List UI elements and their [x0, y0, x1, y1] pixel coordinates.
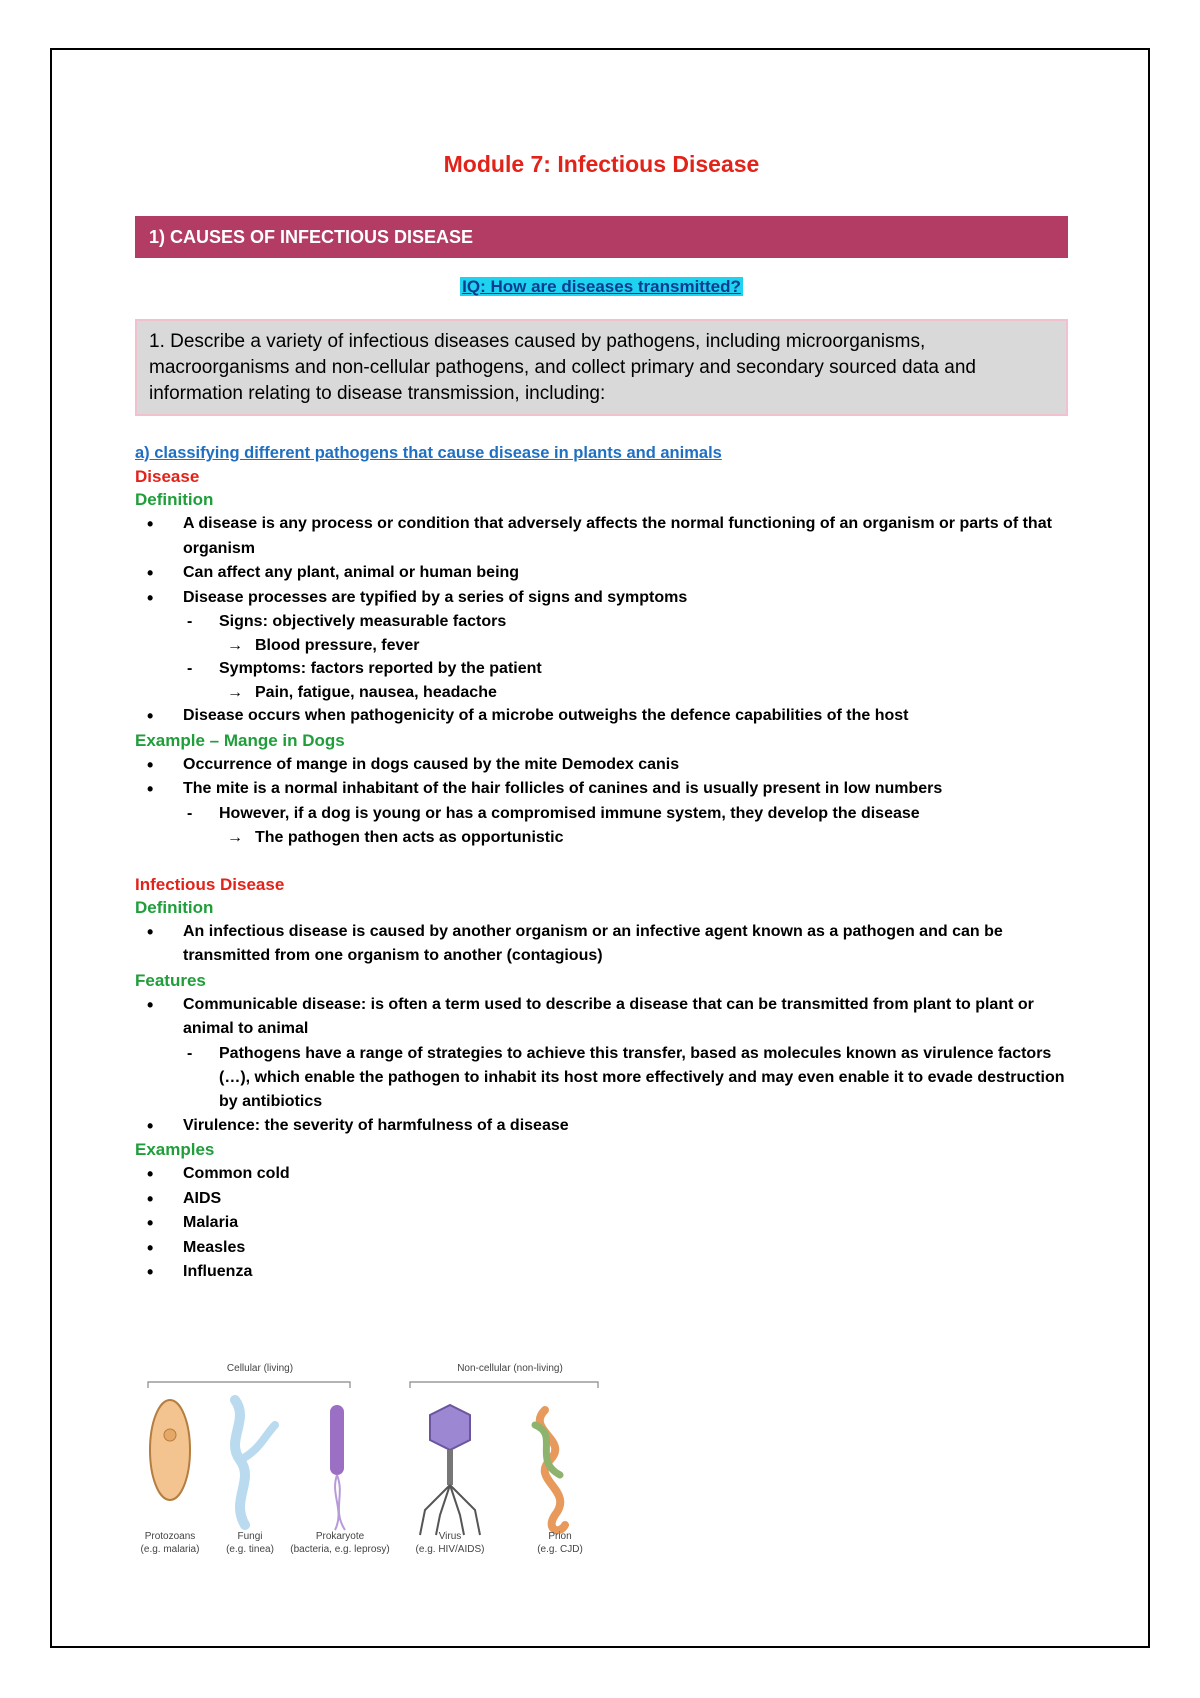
- list-item: • The mite is a normal inhabitant of the hair follicles of canines and is usually present in low numbers: [135, 777, 1068, 802]
- figure-label-prokaryote: [285, 1530, 395, 1556]
- page-title: Module 7: Infectious Disease: [443, 151, 760, 177]
- figure-item-name: Protozoans: [144, 1531, 196, 1542]
- example-arrow: → The pathogen then acts as opportunistic: [135, 826, 1068, 849]
- figure-label-protozoans: [140, 1530, 200, 1556]
- figure-item-example: (e.g. malaria): [140, 1544, 200, 1555]
- notes-body: [135, 442, 1068, 1285]
- infectious-definition-heading: Definition: [135, 897, 214, 917]
- list-item: • Can affect any plant, animal or human being: [135, 561, 1068, 586]
- disease-bullets: [135, 512, 1068, 610]
- signs-symptoms-list: [135, 610, 1068, 634]
- list-item: • Influenza: [135, 1260, 1068, 1285]
- figure-item-example: (e.g. tinea): [226, 1544, 274, 1555]
- symptoms-example: → Pain, fatigue, nausea, headache: [135, 681, 1068, 704]
- list-item: • Disease occurs when pathogenicity of a microbe outweighs the defence capabilities of the host: [135, 704, 1068, 729]
- examples-list: [135, 1162, 1068, 1285]
- figure-item-name: Prokaryote: [315, 1531, 365, 1542]
- list-item: • An infectious disease is caused by another organism or an infective agent known as a pathogen and can be transmitted from one organism to another (contagious): [135, 920, 1068, 969]
- features-list-2: [135, 1114, 1068, 1139]
- figure-group-cellular: Cellular (living): [226, 1363, 294, 1374]
- disease-last-bullet: [135, 704, 1068, 729]
- features-list: [135, 993, 1068, 1042]
- figure-label-fungi: [220, 1530, 280, 1556]
- figure-group-noncellular: Non-cellular (non-living): [457, 1363, 563, 1374]
- examples-heading: Examples: [135, 1140, 215, 1159]
- features-heading: Features: [135, 970, 206, 990]
- section-header: 1) CAUSES OF INFECTIOUS DISEASE: [135, 216, 1068, 258]
- disease-heading: Disease: [135, 467, 200, 486]
- features-sub-list: [135, 1042, 1068, 1114]
- list-item: • Common cold: [135, 1162, 1068, 1187]
- protozoan-nucleus: [164, 1429, 176, 1441]
- symptoms-list: [135, 657, 1068, 681]
- list-item: • Virulence: the severity of harmfulness of a disease: [135, 1114, 1068, 1139]
- list-item: - Symptoms: factors reported by the patient: [135, 657, 1068, 681]
- infectious-definition-list: [135, 920, 1068, 969]
- figure-item-name: Virus: [438, 1531, 462, 1542]
- signs-example: → Blood pressure, fever: [135, 634, 1068, 657]
- noncellular-bracket: [410, 1382, 598, 1388]
- inquiry-question: [135, 277, 1068, 303]
- prokaryote-shape: [330, 1405, 344, 1475]
- figure-item-example: (bacteria, e.g. leprosy): [290, 1544, 390, 1555]
- document-content: [135, 140, 1068, 1285]
- pathogen-illustration: [140, 1350, 605, 1560]
- figure-label-prion: [525, 1530, 595, 1556]
- list-item: • Communicable disease: is often a term used to describe a disease that can be transmitted from plant to plant or animal to animal: [135, 993, 1068, 1042]
- list-item: • Malaria: [135, 1211, 1068, 1236]
- protozoan-shape: [150, 1400, 190, 1500]
- virus-tail: [447, 1450, 453, 1485]
- prokaryote-flagella: [335, 1475, 345, 1530]
- list-item: - However, if a dog is young or has a compromised immune system, they develop the disease: [135, 802, 1068, 826]
- disease-definition-heading: Definition: [135, 490, 214, 509]
- list-item: • AIDS: [135, 1187, 1068, 1212]
- list-item: • Measles: [135, 1236, 1068, 1261]
- figure-item-example: (e.g. HIV/AIDS): [415, 1544, 485, 1555]
- list-item: - Pathogens have a range of strategies to achieve this transfer, based as molecules known as virulence factors (…), which enable the pathogen to inhabit its host more effectively and may even enable it to evade destruction by antibiotics: [135, 1042, 1068, 1114]
- virus-head: [430, 1405, 470, 1450]
- example-heading: Example – Mange in Dogs: [135, 730, 345, 750]
- figure-label-virus: [410, 1530, 490, 1556]
- figure-item-example: (e.g. CJD): [537, 1544, 583, 1555]
- example-sub-list: [135, 802, 1068, 826]
- pathogen-figure: [140, 1350, 605, 1560]
- figure-item-name: Fungi: [237, 1531, 263, 1542]
- inquiry-question-text: IQ: How are diseases transmitted?: [462, 277, 741, 296]
- list-item: • Occurrence of mange in dogs caused by the mite Demodex canis: [135, 753, 1068, 778]
- infectious-heading: Infectious Disease: [135, 874, 285, 894]
- subsection-link[interactable]: a) classifying different pathogens that cause disease in plants and animals: [135, 444, 722, 462]
- figure-item-name: Prion: [548, 1531, 572, 1542]
- list-item: • Disease processes are typified by a series of signs and symptoms: [135, 586, 1068, 611]
- list-item: • A disease is any process or condition that adversely affects the normal functioning of an organism or parts of that organism: [135, 512, 1068, 561]
- syllabus-point-box: 1. Describe a variety of infectious diseases caused by pathogens, including microorganisms, macroorganisms and non-cellular pathogens, and collect primary and secondary sourced data and information relating to disease transmission, including:: [135, 319, 1068, 416]
- example-bullets: [135, 753, 1068, 802]
- cellular-bracket: [148, 1382, 350, 1388]
- list-item: - Signs: objectively measurable factors: [135, 610, 1068, 634]
- virus-legs: [420, 1485, 480, 1535]
